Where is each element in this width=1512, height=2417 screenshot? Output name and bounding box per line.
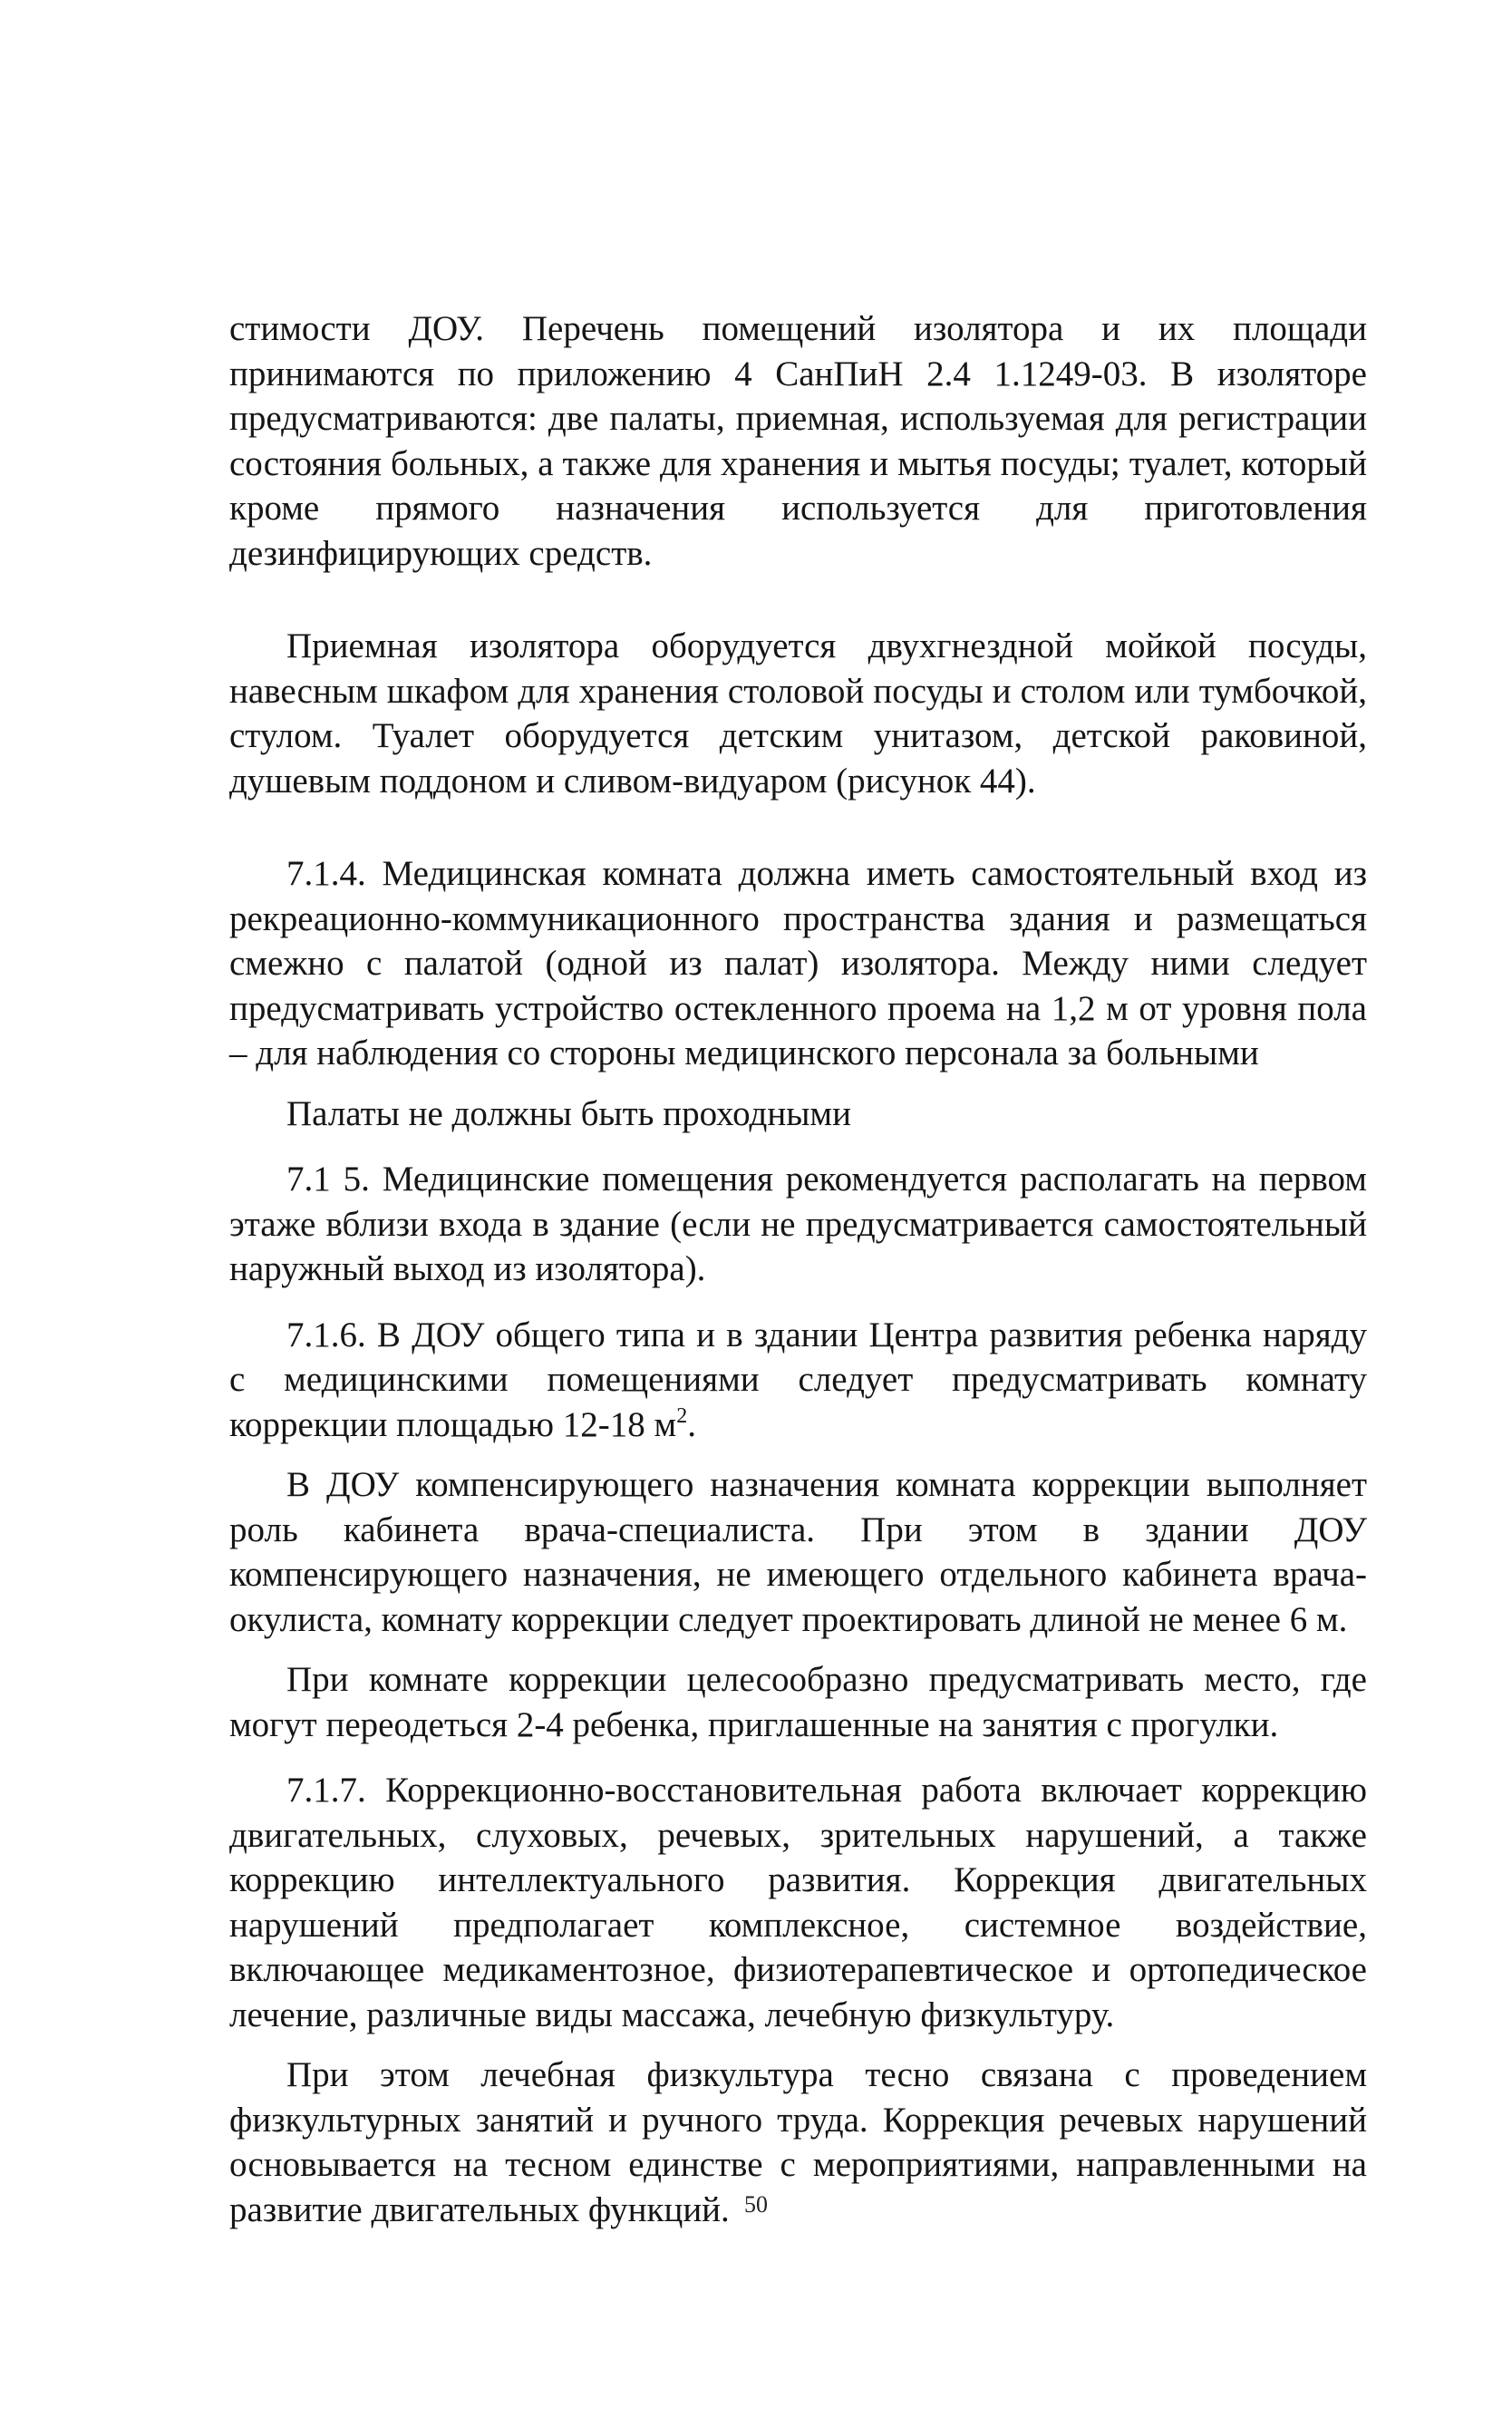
paragraph-7-1-6: [229, 1313, 1367, 1448]
area-period: .: [687, 1404, 696, 1444]
paragraph-reception-equipment: Приемная изолятора оборудуется двухгнездной мойкой посуды, навесным шкафом для хранения столовой посуды и столом или тумбочкой, стулом. Туалет оборудуется детским унитазом, детской раковиной, душевым поддоном и сливом-видуаром (рисунок 44).: [229, 626, 1367, 801]
paragraph-7-1-4: 7.1.4. Медицинская комната должна иметь самостоятельный вход из рекреационно-коммуникационного пространства здания и размещаться смежно с палатой (одной из палат) изолятора. Между ними следует предусматривать устройство остекленного проема на 1,2 м от уровня пола – для наблюдения со стороны медицинского персонала за больными: [229, 854, 1367, 1073]
area-superscript: 2: [676, 1403, 688, 1428]
paragraph-changing-place: При комнате коррекции целесообразно предусматривать место, где могут переодеться 2-4 ребенка, приглашенные на занятия с прогулки.: [229, 1660, 1367, 1744]
paragraph-7-1-7: 7.1.7. Коррекционно-восстановительная работа включает коррекцию двигательных, слуховых, речевых, зрительных нарушений, а также коррекцию интеллектуального развития. Коррекция двигательных нарушений предполагает комплексное, системное воздействие, включающее медикаментозное, физиотерапевтическое и ортопедическое лечение, различные виды массажа, лечебную физкультуру.: [229, 1771, 1367, 2034]
paragraph-isolator-rooms: стимости ДОУ. Перечень помещений изолятора и их площади принимаются по приложению 4 СанПиН 2.4 1.1249-03. В изоляторе предусматриваются: две палаты, приемная, используемая для регистрации состояния больных, а также для хранения и мытья посуды; туалет, который кроме прямого назначения используется для приготовления дезинфицирующих средств.: [229, 309, 1367, 573]
page-number: 50: [744, 2191, 768, 2218]
paragraph-wards-note: Палаты не должны быть проходными: [286, 1093, 851, 1133]
paragraph-7-1-6-text: 7.1.6. В ДОУ общего типа и в здании Центра развития ребенка наряду с медицинскими помещениями следует предусматривать комнату коррекции площадью 12-18 м: [229, 1315, 1367, 1444]
paragraph-7-1-5: 7.1 5. Медицинские помещения рекомендуется располагать на первом этаже вблизи входа в здание (если не предусматривается самостоятельный наружный выход из изолятора).: [229, 1160, 1367, 1288]
document-body: [229, 306, 1367, 2232]
paragraph-physical-therapy: При этом лечебная физкультура тесно связана с проведением физкультурных занятий и ручного труда. Коррекция речевых нарушений основывается на тесном единстве с мероприятиями, направленными на развитие двигательных функций.: [229, 2055, 1367, 2229]
paragraph-correction-room-role: В ДОУ компенсирующего назначения комната коррекции выполняет роль кабинета врача-специалиста. При этом в здании ДОУ компенсирующего назначения, не имеющего отдельного кабинета врача-окулиста, комнату коррекции следует проектировать длиной не менее 6 м.: [229, 1465, 1367, 1639]
